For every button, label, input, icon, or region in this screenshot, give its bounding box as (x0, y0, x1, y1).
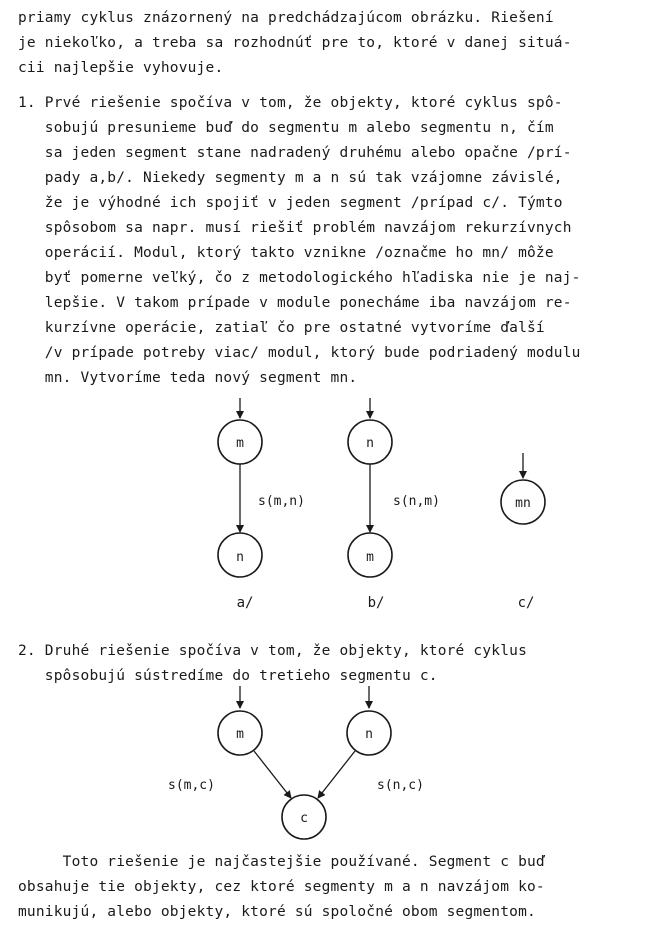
intro-line-2: je niekoľko, a treba sa rozhodnúť pre to, ktoré v danej situá- (18, 35, 572, 51)
item1-line-4: pady a,b/. Niekedy segmenty m a n sú tak vzájomne závislé, (18, 170, 563, 186)
edge-2-left (254, 751, 291, 798)
diagram-c (501, 453, 545, 611)
edge-2-left-label: s(m,c) (168, 778, 215, 793)
item1-line-5: že je výhodné ich spojiť v jeden segment /prípad c/. Týmto (18, 195, 563, 211)
edge-a-label: s(m,n) (258, 494, 305, 509)
item2-line-1: 2. Druhé riešenie spočíva v tom, že objekty, ktoré cyklus (18, 643, 527, 659)
item1-line-12: mn. Vytvoríme teda nový segment mn. (18, 370, 358, 386)
intro-line-1: priamy cyklus znázornený na predchádzajúcom obrázku. Riešení (18, 10, 554, 26)
diagram-2 (168, 686, 424, 839)
diagram-b (348, 398, 440, 611)
node-2-right-label: n (365, 727, 373, 742)
node-a-bottom-label: n (236, 550, 244, 565)
edge-b-label: s(n,m) (393, 494, 440, 509)
item1-line-1: 1. Prvé riešenie spočíva v tom, že objekty, ktoré cyklus spô- (18, 95, 563, 111)
outro-line-1: Toto riešenie je najčastejšie používané. Segment c buď (18, 854, 545, 870)
item1-line-9: lepšie. V takom prípade v module ponecháme iba navzájom re- (18, 295, 572, 311)
item1-line-3: sa jeden segment stane nadradený druhému alebo opačne /prí- (18, 145, 572, 161)
item1-line-6: spôsobom sa napr. musí riešiť problém navzájom rekurzívnych (18, 220, 572, 236)
node-a-top-label: m (236, 436, 244, 451)
item2-line-2: spôsobujú sústredíme do tretieho segmentu c. (18, 668, 438, 684)
item1-line-2: sobujú presunieme buď do segmentu m alebo segmentu n, čím (18, 120, 554, 136)
intro-line-3: cii najlepšie vyhovuje. (18, 60, 224, 76)
caption-c: c/ (517, 595, 535, 611)
diagram-a (218, 398, 305, 611)
node-2-bottom-label: c (300, 811, 308, 826)
caption-b: b/ (367, 595, 385, 611)
outro-line-2: obsahuje tie objekty, cez ktoré segmenty m a n navzájom ko- (18, 879, 545, 895)
item1-line-10: kurzívne operácie, zatiaľ čo pre ostatné vytvoríme ďalší (18, 320, 545, 336)
item1-line-8: byť pomerne veľký, čo z metodologického hľadiska nie je naj- (18, 270, 581, 286)
item1-line-7: operácií. Modul, ktorý takto vznikne /označme ho mn/ môže (18, 245, 554, 261)
edge-2-right-label: s(n,c) (377, 778, 424, 793)
node-c-label: mn (515, 496, 531, 511)
node-2-left-label: m (236, 727, 244, 742)
node-b-bottom-label: m (366, 550, 374, 565)
item1-line-11: /v prípade potreby viac/ modul, ktorý bude podriadený modulu (18, 345, 581, 361)
edge-2-right (318, 751, 355, 798)
outro-line-3: munikujú, alebo objekty, ktoré sú spoločné obom segmentom. (18, 904, 536, 920)
node-b-top-label: n (366, 436, 374, 451)
caption-a: a/ (236, 595, 254, 611)
